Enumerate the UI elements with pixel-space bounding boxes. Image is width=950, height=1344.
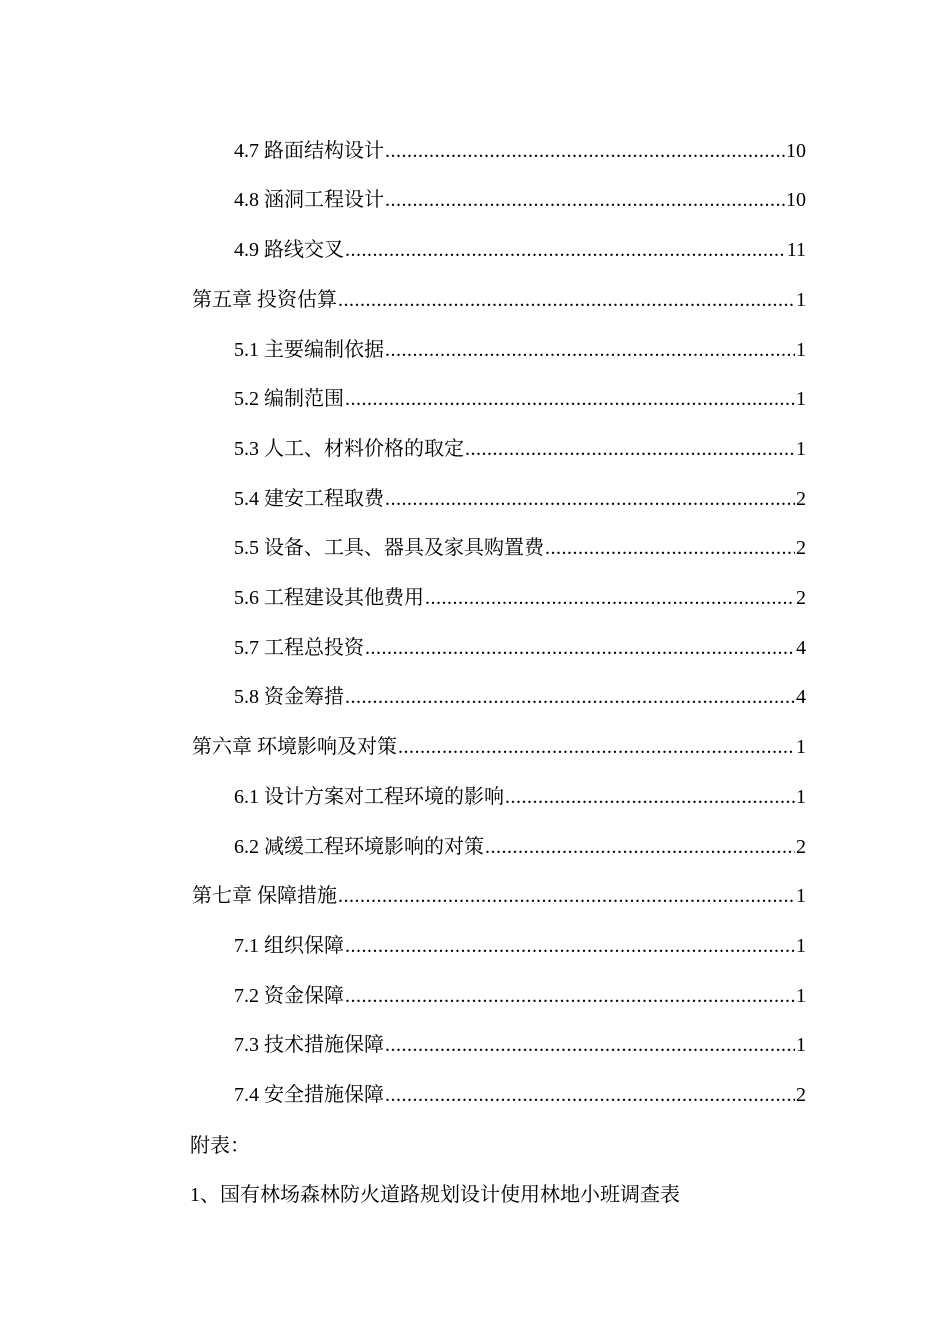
- appendix-heading: 附表：: [190, 1135, 250, 1157]
- toc-dot-leader: [345, 983, 795, 1009]
- toc-entry-label: 7.2 资金保障: [234, 985, 344, 1007]
- toc-dot-leader: [485, 834, 795, 860]
- toc-entry[interactable]: [234, 1082, 806, 1108]
- toc-page-number: 1: [796, 1034, 806, 1056]
- toc-dot-leader: [345, 237, 786, 263]
- toc-page-number: 1: [796, 339, 806, 361]
- toc-dot-leader: [505, 784, 795, 810]
- toc-entry[interactable]: [234, 187, 806, 213]
- toc-dot-leader: [338, 883, 795, 909]
- toc-page-number: 2: [796, 587, 806, 609]
- toc-dot-leader: [385, 337, 795, 363]
- toc-entry-label: 第七章 保障措施: [192, 885, 337, 907]
- toc-dot-leader: [425, 585, 795, 611]
- toc-dot-leader: [465, 436, 795, 462]
- toc-page-number: 1: [796, 438, 806, 460]
- toc-dot-leader: [338, 287, 795, 313]
- toc-page-number: 2: [796, 1084, 806, 1106]
- toc-page-number: 2: [796, 836, 806, 858]
- toc-page-number: 1: [796, 388, 806, 410]
- toc-entry[interactable]: [234, 635, 806, 661]
- toc-page-number: 2: [796, 537, 806, 559]
- toc-entry-label: 5.5 设备、工具、器具及家具购置费: [234, 537, 544, 559]
- toc-entry-label: 4.9 路线交叉: [234, 239, 344, 261]
- toc-entry[interactable]: [234, 436, 806, 462]
- appendix-item: 1、国有林场森林防火道路规划设计使用林地小班调查表: [190, 1184, 680, 1206]
- toc-dot-leader: [545, 535, 795, 561]
- toc-entry[interactable]: [234, 138, 806, 164]
- toc-page-number: 1: [796, 736, 806, 758]
- toc-entry[interactable]: [234, 983, 806, 1009]
- toc-dot-leader: [345, 386, 795, 412]
- toc-entry[interactable]: [234, 535, 806, 561]
- toc-chapter-entry[interactable]: [192, 883, 806, 909]
- toc-page-number: 1: [796, 289, 806, 311]
- toc-entry-label: 7.3 技术措施保障: [234, 1034, 384, 1056]
- toc-entry[interactable]: [234, 386, 806, 412]
- toc-entry[interactable]: [234, 1032, 806, 1058]
- toc-entry[interactable]: [234, 237, 806, 263]
- toc-entry-label: 5.8 资金筹措: [234, 686, 344, 708]
- toc-page-number: 1: [796, 786, 806, 808]
- toc-entry[interactable]: [234, 585, 806, 611]
- toc-dot-leader: [365, 635, 795, 661]
- toc-dot-leader: [345, 933, 795, 959]
- toc-dot-leader: [345, 684, 795, 710]
- toc-entry[interactable]: [234, 684, 806, 710]
- toc-dot-leader: [385, 187, 785, 213]
- toc-page-number: 10: [786, 189, 806, 211]
- toc-page-number: 2: [796, 488, 806, 510]
- toc-page-number: 4: [796, 637, 806, 659]
- toc-entry-label: 7.4 安全措施保障: [234, 1084, 384, 1106]
- toc-page-number: 1: [796, 985, 806, 1007]
- toc-entry-label: 4.7 路面结构设计: [234, 140, 384, 162]
- toc-page-number: 1: [796, 935, 806, 957]
- toc-entry-label: 第五章 投资估算: [192, 289, 337, 311]
- toc-entry-label: 4.8 涵洞工程设计: [234, 189, 384, 211]
- toc-entry-label: 5.1 主要编制依据: [234, 339, 384, 361]
- toc-dot-leader: [385, 1082, 795, 1108]
- toc-entry[interactable]: [234, 834, 806, 860]
- toc-entry[interactable]: [234, 337, 806, 363]
- toc-entry-label: 6.2 减缓工程环境影响的对策: [234, 836, 484, 858]
- toc-entry-label: 5.2 编制范围: [234, 388, 344, 410]
- toc-entry[interactable]: [234, 933, 806, 959]
- toc-entry-label: 7.1 组织保障: [234, 935, 344, 957]
- toc-chapter-entry[interactable]: [192, 734, 806, 760]
- toc-entry-label: 5.7 工程总投资: [234, 637, 364, 659]
- toc-entry-label: 第六章 环境影响及对策: [192, 736, 397, 758]
- toc-dot-leader: [385, 1032, 795, 1058]
- toc-dot-leader: [398, 734, 795, 760]
- toc-dot-leader: [385, 486, 795, 512]
- toc-entry[interactable]: [234, 486, 806, 512]
- toc-page-number: 10: [786, 140, 806, 162]
- toc-entry-label: 5.6 工程建设其他费用: [234, 587, 424, 609]
- toc-chapter-entry[interactable]: [192, 287, 806, 313]
- toc-page-number: 11: [786, 239, 806, 261]
- toc-entry-label: 5.4 建安工程取费: [234, 488, 384, 510]
- toc-entry-label: 5.3 人工、材料价格的取定: [234, 438, 464, 460]
- toc-page-number: 1: [796, 885, 806, 907]
- toc-entry[interactable]: [234, 784, 806, 810]
- toc-page-number: 4: [796, 686, 806, 708]
- toc-entry-label: 6.1 设计方案对工程环境的影响: [234, 786, 504, 808]
- toc-dot-leader: [385, 138, 785, 164]
